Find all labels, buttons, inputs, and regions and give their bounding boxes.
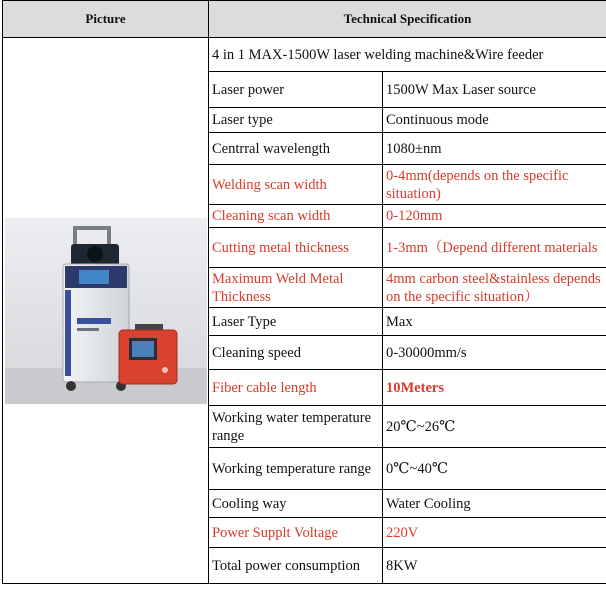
row-value: 1500W Max Laser source — [383, 72, 606, 108]
row-label: Maximum Weld Metal Thickness — [209, 268, 383, 308]
product-photo — [5, 218, 207, 404]
row-value: 0-4mm(depends on the specific situation) — [383, 165, 606, 205]
row-value: 4mm carbon steel&stainless depends on the specific situation） — [383, 268, 606, 308]
row-label: Total power consumption — [209, 548, 383, 584]
spec-table — [2, 0, 606, 584]
row-label: Cleaning speed — [209, 336, 383, 370]
row-label: Working water temperature range — [209, 406, 383, 448]
row-value: Water Cooling — [383, 490, 606, 518]
row-label: Laser type — [209, 108, 383, 133]
laser-machine-image — [5, 218, 207, 404]
row-value: 1-3mm（Depend different materials — [383, 228, 606, 268]
row-value: 220V — [383, 518, 606, 548]
row-label: Cooling way — [209, 490, 383, 518]
row-value: Max — [383, 308, 606, 336]
row-label: Laser Type — [209, 308, 383, 336]
row-value: 10Meters — [383, 370, 606, 406]
row-label: Working temperature range — [209, 448, 383, 490]
row-label: Centrral wavelength — [209, 133, 383, 165]
spec-sheet — [2, 0, 606, 610]
product-title: 4 in 1 MAX-1500W laser welding machine&Wire feeder — [209, 38, 606, 72]
row-label: Welding scan width — [209, 165, 383, 205]
row-label: Fiber cable length — [209, 370, 383, 406]
row-value: 0-120mm — [383, 205, 606, 228]
row-label: Cleaning scan width — [209, 205, 383, 228]
row-value: 0℃~40℃ — [383, 448, 606, 490]
row-value: 0-30000mm/s — [383, 336, 606, 370]
row-value: 1080±nm — [383, 133, 606, 165]
header-row — [3, 1, 606, 38]
row-value: Continuous mode — [383, 108, 606, 133]
row-label: Power Supplt Voltage — [209, 518, 383, 548]
row-value: 8KW — [383, 548, 606, 584]
row-label: Cutting metal thickness — [209, 228, 383, 268]
picture-cell — [3, 38, 209, 584]
header-picture: Picture — [3, 1, 209, 38]
header-spec: Technical Specification — [209, 1, 606, 38]
row-label: Laser power — [209, 72, 383, 108]
title-row — [3, 38, 606, 72]
row-value: 20℃~26℃ — [383, 406, 606, 448]
